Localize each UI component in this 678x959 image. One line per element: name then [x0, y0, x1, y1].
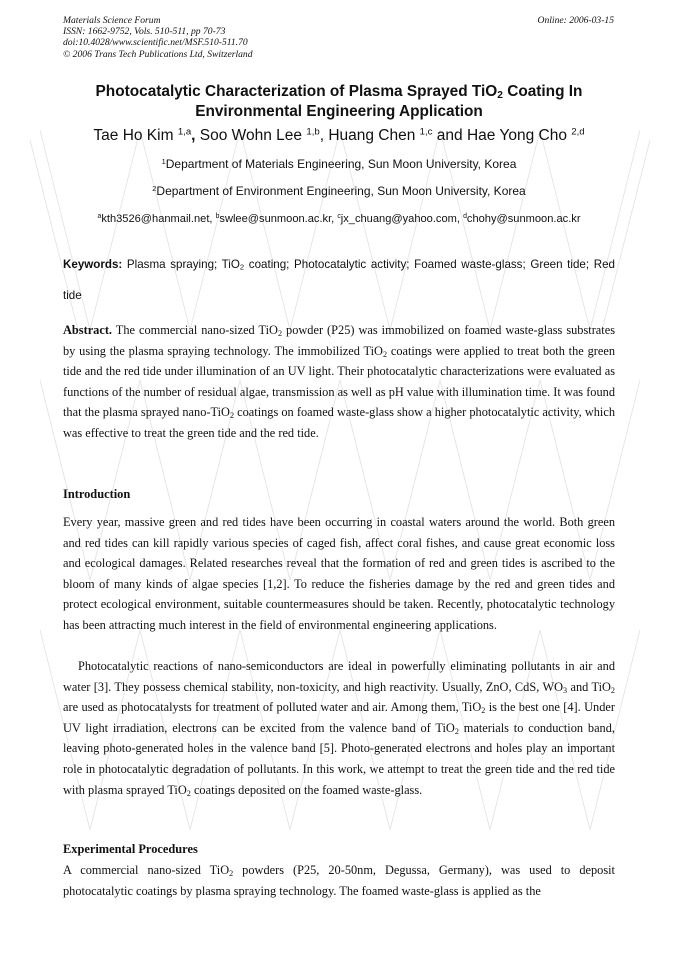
- copyright-line: © 2006 Trans Tech Publications Ltd, Switzerland: [63, 48, 253, 60]
- affiliation-2: $^2$Department of Environment Engineering, Sun Moon University, Korea: [152, 183, 526, 198]
- abstract: Abstract. The commercial nano-sized TiO$_2$ powder (P25) was immobilized on foamed waste-glass substrates by using the plasma spraying technology. The immobilized TiO$_2$ coatings were applied to treat both the green tide and the red tide under illumination of an UV light. Their photocatalytic characterizations were evaluated as functions of the number of residual algae, transmission as well as pH value with illumination time. It was found that the plasma sprayed nano-TiO$_2$ coatings on foamed waste-glass show a higher photocatalytic activity, which was effective to treat the green tide and the red tide.: [63, 323, 616, 440]
- journal-name: Materials Science Forum: [63, 15, 161, 26]
- issn-line: ISSN: 1662-9752, Vols. 510-511, pp 70-73: [63, 26, 226, 38]
- keywords: Keywords: Plasma spraying; TiO$_2$ coating; Photocatalytic activity; Foamed waste-glass; Green tide; Red tide: [63, 258, 615, 302]
- title-line-2: Environmental Engineering Application: [195, 103, 483, 120]
- author-list: Tae Ho Kim $^{1,a}$, Soo Wohn Lee $^{1,b}$, Huang Chen $^{1,c}$ and Hae Yong Cho $^{2,d}$: [93, 126, 585, 144]
- online-date: Online: 2006-03-15: [537, 15, 614, 26]
- author-name: Hae Yong Cho: [466, 127, 572, 144]
- paper-title: [63, 82, 615, 122]
- author-name: Tae Ho Kim: [93, 127, 178, 144]
- email-list: $^a$kth3526@hanmail.net, $^b$swlee@sunmoon.ac.kr, $^c$jx_chuang@yahoo.com, $^d$chohy@sunmoon.ac.kr: [97, 213, 581, 225]
- abstract-label: Abstract.: [63, 323, 113, 337]
- introduction-paragraph-1: Every year, massive green and red tides have been occurring in coastal waters around the world. Both green and red tides can kill rapidly various species of caged fish, affect coral fishes, and cause great economic loss and ecological damages. Related researches reveal that the formation of red and green tides is ascribed to the bloom of many kinds of algae species [1,2]. To reduce the fisheries damage by the red and green tides and protect ecological environment, suitable countermeasures should be taken. Recently, photocatalytic technology has been attracting much interest in the field of environmental engineering applications.: [63, 515, 615, 632]
- doi-line: doi:10.4028/www.scientific.net/MSF.510-511.70: [63, 37, 248, 49]
- journal-header: [63, 15, 253, 60]
- keywords-label: Keywords:: [63, 258, 123, 271]
- introduction-heading: Introduction: [63, 487, 131, 501]
- introduction-paragraph-2: Photocatalytic reactions of nano-semiconductors are ideal in powerfully eliminating pollutants in air and water [3]. They possess chemical stability, non-toxicity, and high reactivity. Usually, ZnO, CdS, $WO_3$ and TiO$_2$ are used as photocatalysts for treatment of polluted water and air. Among them, TiO$_2$ is the best one [4]. Under UV light irradiation, electrons can be excited from the valence band of TiO$_2$ materials to conduction band, leaving photo-generated holes in the valence band [5]. Photo-generated electrons and holes play an important role in photocatalytic degradation of pollutants. In this work, we attempt to treat the green tide and the red tide with plasma sprayed TiO$_2$ coatings deposited on the foamed waste-glass.: [63, 659, 615, 798]
- title-line-1: Photocatalytic Characterization of Plasma Sprayed TiO$_2$ Coating In: [95, 83, 583, 102]
- experimental-heading: Experimental Procedures: [63, 842, 198, 856]
- experimental-paragraph-1: A commercial nano-sized TiO$_2$ powders (P25, 20-50nm, Degussa, Germany), was used to deposit photocatalytic coatings by plasma spraying technology. The foamed waste-glass is applied as the: [63, 863, 615, 898]
- author-name: Huang Chen: [328, 127, 420, 144]
- affiliation-1: $^1$Department of Materials Engineering, Sun Moon University, Korea: [161, 156, 517, 171]
- author-name: Soo Wohn Lee: [199, 127, 307, 144]
